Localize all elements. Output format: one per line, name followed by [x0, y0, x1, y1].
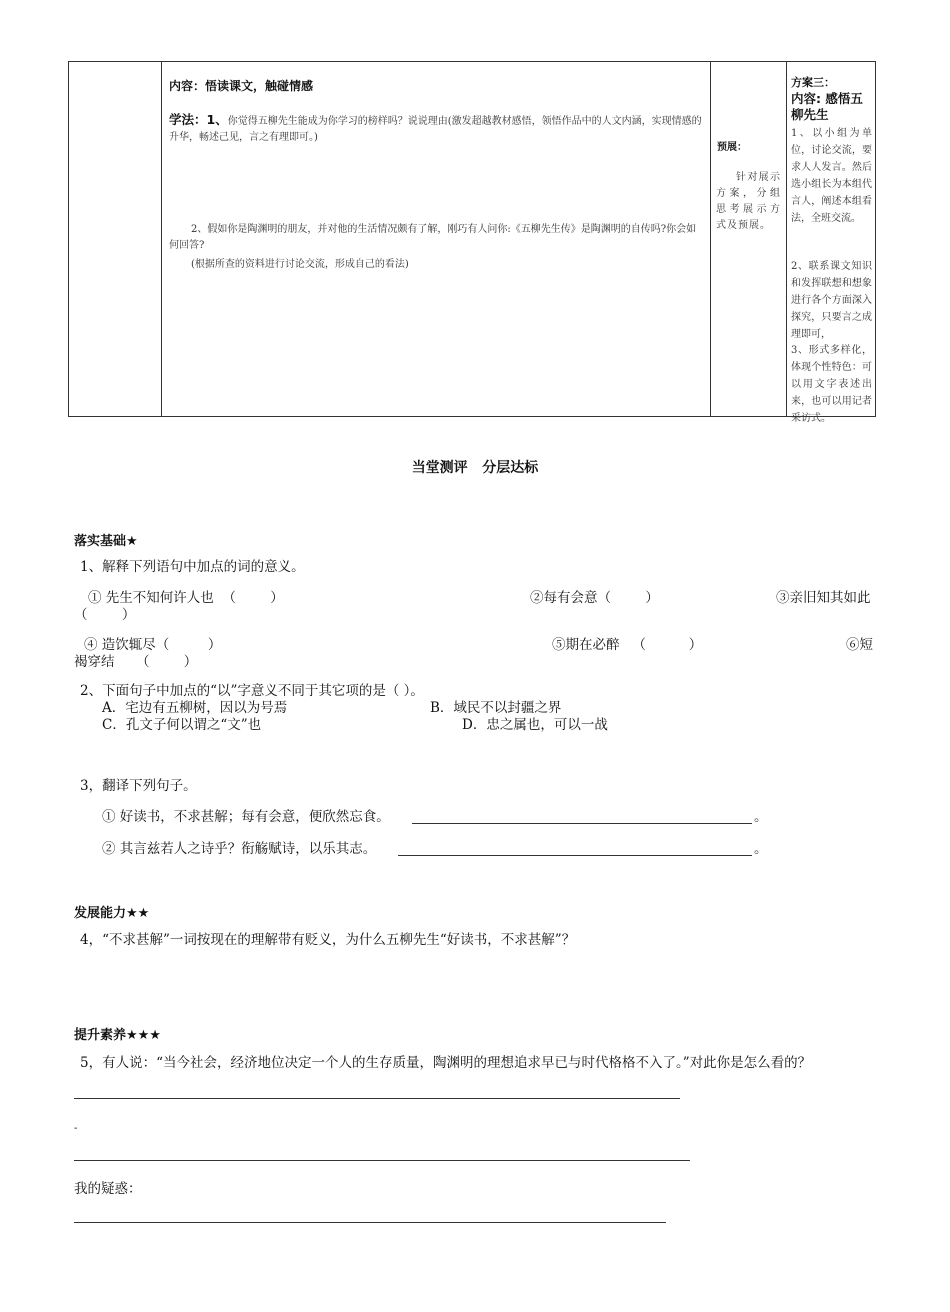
answer-line[interactable] [74, 1222, 666, 1223]
q2-option-b: B．域民不以封疆之界 [430, 700, 562, 716]
q3-sentence-2: ② 其言兹若人之诗乎？衔觞赋诗，以乐其志。 [102, 841, 377, 857]
enhance-q5: 5，有人说：“当今社会，经济地位决定一个人的生存质量，陶渊明的理想追求早已与时代格格不入了。”对此你是怎么看的？ [80, 1055, 812, 1071]
q1-item-f: ⑥短 [846, 637, 873, 653]
question-2-note: (根据所查的资料进行讨论交流，形成自己的看法) [191, 259, 409, 270]
q2-option-a: A．宅边有五柳树，因以为号焉 [102, 700, 288, 716]
q1-item-c-blank: （ ） [74, 607, 136, 623]
question-2: 2、假如你是陶渊明的朋友，并对他的生活情况颇有了解，刚巧有人问你:《五柳先生传》是陶渊明的自传吗?你会如何回答? [169, 224, 697, 251]
q1-item-d: ④ 造饮辄尽（ ） [84, 637, 222, 653]
q3-period-2: 。 [754, 841, 768, 857]
q2-option-c: C．孔文子何以谓之“文”也 [102, 717, 262, 733]
table-divider [161, 62, 162, 416]
dash-mark: - [74, 1123, 78, 1134]
answer-line[interactable] [74, 1098, 680, 1099]
method-label: 学法： [169, 112, 207, 127]
q1-item-f-cont: 褐穿结 （ ） [74, 654, 198, 670]
q2-option-d: D．忠之属也，可以一战 [462, 717, 608, 733]
section-title: 当堂测评 分层达标 [411, 460, 539, 476]
plan-content: 内容: 感悟五柳先生 [791, 91, 863, 122]
q3-period-1: 。 [754, 809, 768, 825]
table-divider [786, 62, 787, 416]
basic-q2: 2、下面句子中加点的“以”字意义不同于其它项的是（ ）。 [80, 683, 424, 699]
question-1 [169, 112, 704, 146]
q1-item-c: ③亲旧知其如此 [776, 590, 871, 606]
q1-num: 1、 [206, 112, 228, 127]
basic-q1: 1、解释下列语句中加点的词的意义。 [80, 559, 305, 575]
basic-heading: 落实基础★ [74, 534, 138, 549]
q3-sentence-1: ① 好读书，不求甚解；每有会意，便欣然忘食。 [102, 809, 390, 825]
q1-item-e: ⑤期在必醉 （ ） [552, 637, 703, 653]
q1-text: 你觉得五柳先生能成为你学习的榜样吗？说说理由(激发超越教材感悟，领悟作品中的人文内涵，实现情感的升华，畅述己见，言之有理即可。) [169, 116, 702, 143]
plan-item-1: 1、以小组为单位，讨论交流，要求人人发言。然后选小组长为本组代言人，阐述本组看法，全班交流。 [791, 128, 872, 224]
q1-item-a: ① 先生不知何许人也 （ ） [88, 590, 284, 606]
plan-title: 方案三： [791, 76, 835, 89]
doubt-label: 我的疑惑： [74, 1181, 142, 1197]
content-title: 内容：悟读课文，触碰情感 [169, 79, 314, 93]
preview-label: 预展： [717, 142, 747, 153]
enhance-heading: 提升素养★★★ [74, 1028, 161, 1043]
q1-item-b: ②每有会意（ ） [530, 590, 659, 606]
activity-table [68, 61, 876, 424]
basic-q3: 3，翻译下列句子。 [80, 778, 197, 794]
answer-line[interactable] [412, 823, 752, 824]
plan-item-2: 2、联系课文知识和发挥联想和想象进行各个方面深入探究，只要言之成理即可， [791, 261, 872, 340]
answer-line[interactable] [398, 855, 752, 856]
preview-text: 针对展示方案，分组思考展示方式及预展。 [716, 172, 781, 231]
table-divider [710, 62, 711, 416]
develop-heading: 发展能力★★ [74, 906, 150, 921]
develop-q4: 4，“不求甚解”一词按现在的理解带有贬义，为什么五柳先生“好读书，不求甚解”？ [80, 932, 576, 948]
answer-line[interactable] [74, 1160, 690, 1161]
plan-item-3: 3、形式多样化，体现个性特色：可以用文字表述出来，也可以用记者采访式。 [791, 345, 872, 424]
